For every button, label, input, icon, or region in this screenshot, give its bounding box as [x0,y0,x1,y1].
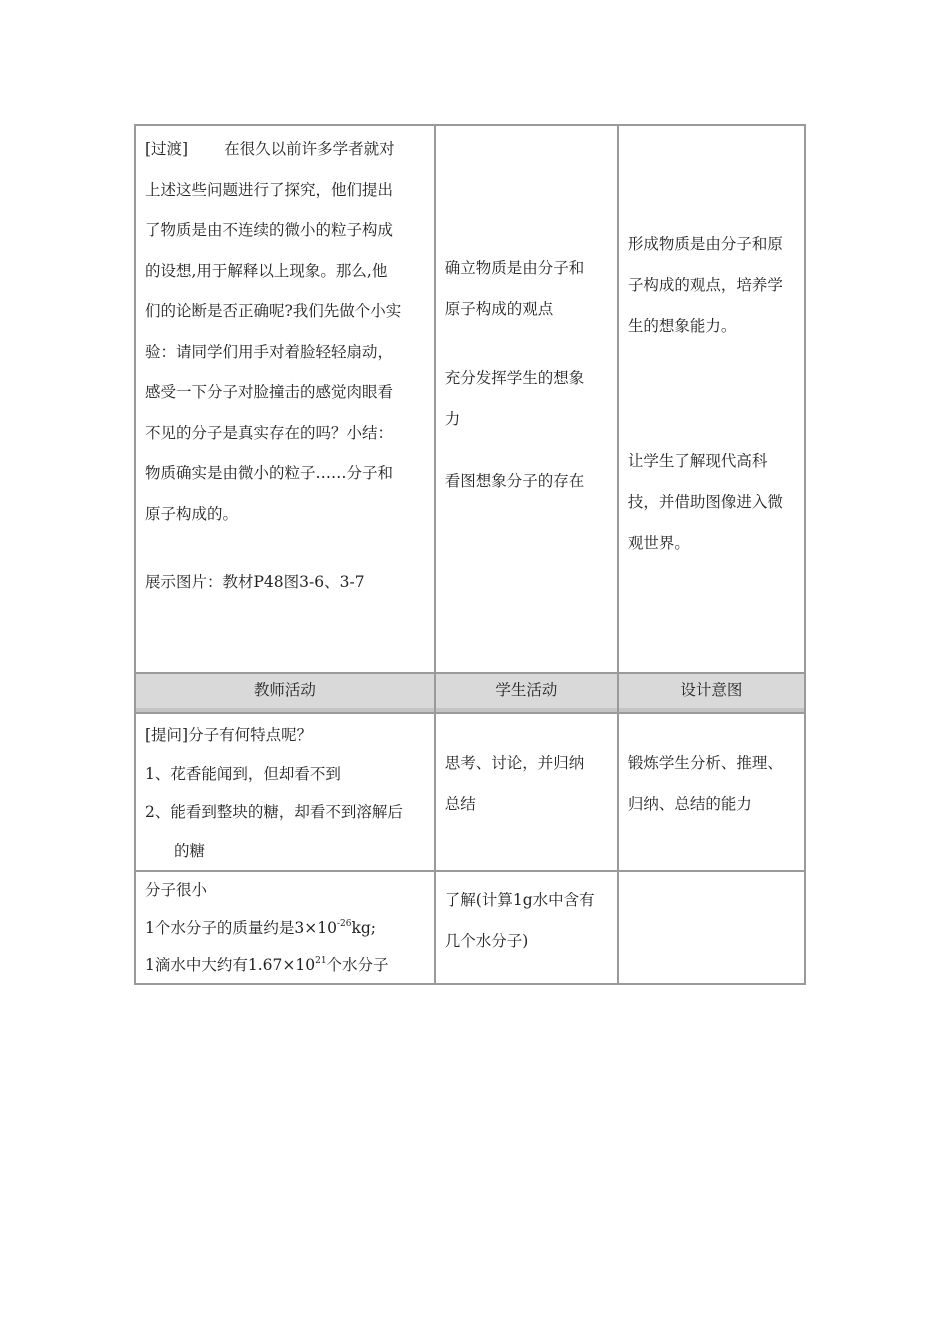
molecule-count-line: 1滴水中大约有$1.67\times 10^{21}$个水分子 [145,956,389,974]
lesson-plan-table [134,124,806,985]
teacher-text-line: 们的论断是否正确呢?我们先做个小实 [145,302,402,320]
design-intent-cell: 锻炼学生分析、推理、 归纳、总结的能力 [618,713,805,871]
teacher-text-line: 了物质是由不连续的微小的粒子构成 [145,221,394,239]
teacher-activity-cell [135,871,435,984]
table-row [135,713,805,871]
transition-label: [过渡] [145,140,189,158]
question-line: [提问]分子有何特点呢？ [145,726,313,744]
question-item: 1、花香能闻到，但却看不到 [145,764,341,783]
design-item: 形成物质是由分子和原 子构成的观点，培养学 生的想象能力。 [627,235,783,335]
design-intent-cell [618,871,805,984]
transition-line: [过渡] 在很久以前许多学者就对 [145,140,395,158]
teacher-text-line: 的设想,用于解释以上现象。那么,他 [145,261,388,280]
header-student: 学生活动 [435,673,618,713]
question-item-continued: 的糖 [174,841,206,860]
table-header-row [135,673,805,713]
student-item: 看图想象分子的存在 [444,472,585,490]
table-row [135,125,805,673]
teacher-text-line: 验：请同学们用手对着脸轻轻扇动， [145,342,394,361]
teacher-activity-cell [135,125,435,673]
teacher-activity-cell [135,713,435,871]
header-teacher: 教师活动 [135,673,435,713]
table-row [135,871,805,984]
teacher-text-line: 感受一下分子对脸撞击的感觉肉眼看 [145,383,394,401]
teacher-text-line: 原子构成的。 [145,504,239,523]
molecule-mass-line: 1个水分子的质量约是$3\times 10^{-26}kg$; [145,918,376,937]
student-item: 充分发挥学生的想象 力 [444,369,585,428]
design-item: 让学生了解现代高科 技，并借助图像进入微 观世界。 [627,452,783,552]
student-item: 确立物质是由分子和 原子构成的观点 [444,259,585,318]
teacher-text-line: 物质确实是由微小的粒子……分子和 [145,464,394,482]
header-design: 设计意图 [618,673,805,713]
show-pictures-line: 展示图片：教材P48图3-6、3-7 [145,573,365,591]
design-intent-cell [618,125,805,673]
student-activity-cell [435,125,618,673]
student-activity-cell: 了解(计算1g水中含有 几个水分子) [435,871,618,984]
question-item: 2、能看到整块的糖，却看不到溶解后 [145,803,403,821]
section-title: 分子很小 [145,881,208,899]
teacher-text-line: 不见的分子是真实存在的吗？小结： [145,423,394,442]
student-activity-cell: 思考、讨论，并归纳 总结 [435,713,618,871]
teacher-text-line: 上述这些问题进行了探究，他们提出 [145,180,394,199]
